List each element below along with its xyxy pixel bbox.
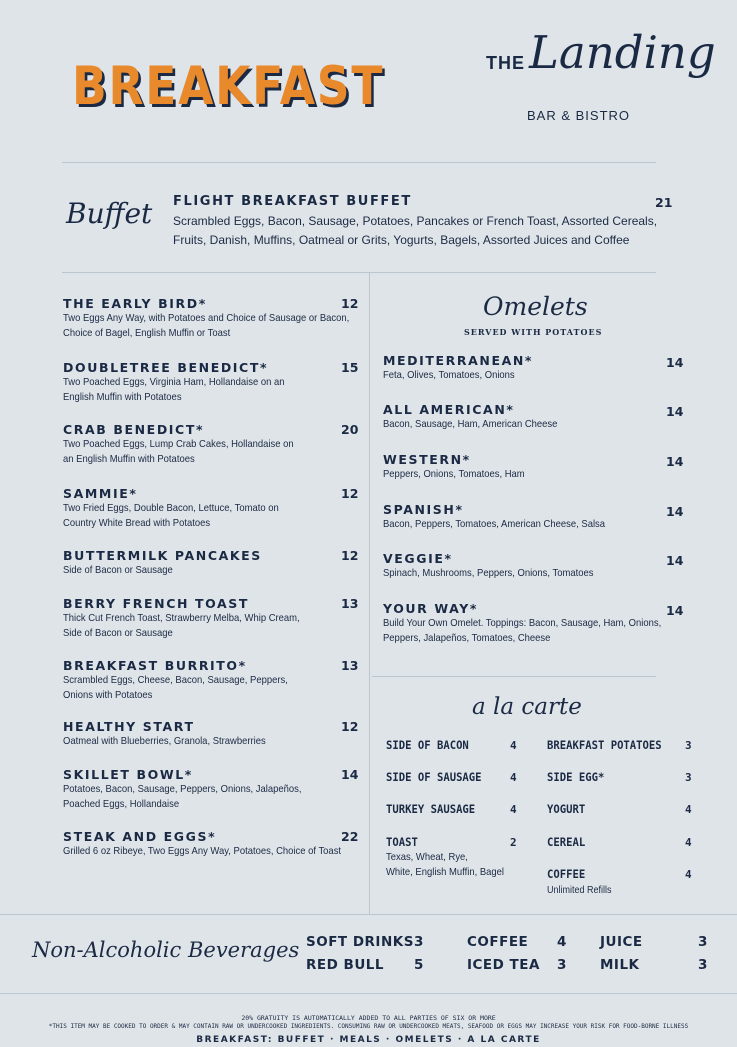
menu-item-price: 22	[341, 829, 359, 844]
omelets-subheading: SERVED WITH POTATOES	[464, 327, 603, 337]
omelet-description	[383, 566, 593, 581]
menu-item-description	[63, 563, 173, 578]
menu-item-description	[63, 501, 279, 531]
beverage-price: 3	[698, 957, 708, 973]
omelet-name: YOUR WAY*	[383, 601, 479, 616]
a-la-carte-heading: a la carte	[472, 694, 582, 720]
menu-item-description	[63, 311, 349, 341]
omelet-price: 14	[666, 355, 684, 370]
buffet-price: 21	[655, 195, 673, 210]
description-line: Texas, Wheat, Rye,	[386, 851, 468, 863]
description-line: Bacon, Sausage, Ham, American Cheese	[383, 418, 558, 430]
description-line: Build Your Own Omelet. Toppings: Bacon, Sausage, Ham, Onions,	[383, 617, 662, 629]
description-line: Feta, Olives, Tomatoes, Onions	[383, 369, 515, 381]
logo-the: THE	[486, 53, 525, 73]
a-la-carte-name: BREAKFAST POTATOES	[547, 738, 662, 752]
beverage-name: RED BULL	[306, 957, 384, 973]
menu-item-price: 20	[341, 422, 359, 437]
description-line: Choice of Bagel, English Muffin or Toast	[63, 327, 231, 339]
omelet-price: 14	[666, 603, 684, 618]
omelet-name: SPANISH*	[383, 502, 464, 517]
divider	[0, 914, 737, 915]
menu-item-price: 14	[341, 767, 359, 782]
a-la-carte-name: TURKEY SAUSAGE	[386, 802, 476, 816]
menu-item-price: 12	[341, 486, 359, 501]
description-line: Spinach, Mushrooms, Peppers, Onions, Tomatoes	[383, 567, 594, 579]
omelets-heading: Omelets	[483, 292, 588, 321]
a-la-carte-price: 4	[510, 739, 517, 752]
a-la-carte-price: 2	[510, 836, 517, 849]
a-la-carte-name: COFFEE	[547, 867, 586, 881]
menu-item-description	[63, 611, 300, 641]
footer-warning: *THIS ITEM MAY BE COOKED TO ORDER & MAY CONTAIN RAW OR UNDERCOOKED INGREDIENTS. CONSUMING RAW OR UNDERCOOKED MEATS, SEAFOOD OR EGGS MAY INCREASE YOUR RISK FOR FOOD-BORNE ILLNESS	[48, 1023, 689, 1030]
description-line: Country White Bread with Potatoes	[63, 517, 211, 529]
beverage-name: JUICE	[600, 934, 643, 950]
logo-landing: Landing	[529, 26, 716, 79]
menu-item-price: 13	[341, 596, 359, 611]
a-la-carte-name: TOAST	[386, 835, 418, 849]
a-la-carte-price: 4	[510, 803, 517, 816]
omelet-name: MEDITERRANEAN*	[383, 353, 534, 368]
a-la-carte-description	[547, 883, 612, 898]
a-la-carte-price: 4	[685, 868, 692, 881]
description-line: Two Poached Eggs, Lump Crab Cakes, Hollandaise on	[63, 438, 294, 450]
description-line: Poached Eggs, Hollandaise	[63, 798, 180, 810]
beverage-price: 3	[698, 934, 708, 950]
description-line: Two Fried Eggs, Double Bacon, Lettuce, Tomato on	[63, 502, 279, 514]
menu-item-name: SKILLET BOWL*	[63, 767, 193, 782]
a-la-carte-price: 3	[685, 771, 692, 784]
divider	[372, 676, 656, 677]
omelet-price: 14	[666, 404, 684, 419]
menu-item-description	[63, 734, 266, 749]
menu-item-name: BREAKFAST BURRITO*	[63, 658, 247, 673]
a-la-carte-price: 3	[685, 739, 692, 752]
description-line: Peppers, Jalapeños, Tomatoes, Cheese	[383, 632, 551, 644]
column-divider	[369, 272, 370, 914]
description-line: Peppers, Onions, Tomatoes, Ham	[383, 468, 525, 480]
a-la-carte-price: 4	[510, 771, 517, 784]
page-title: BREAKFAST	[72, 56, 385, 117]
menu-item-name: BERRY FRENCH TOAST	[63, 596, 250, 611]
menu-item-price: 12	[341, 296, 359, 311]
menu-item-price: 15	[341, 360, 359, 375]
menu-item-description	[63, 673, 288, 703]
beverage-name: ICED TEA	[467, 957, 540, 973]
buffet-name: FLIGHT BREAKFAST BUFFET	[173, 194, 412, 209]
menu-item-name: STEAK AND EGGS*	[63, 829, 217, 844]
menu-item-name: BUTTERMILK PANCAKES	[63, 548, 262, 563]
description-line: Oatmeal with Blueberries, Granola, Strawberries	[63, 735, 266, 747]
menu-item-name: SAMMIE*	[63, 486, 138, 501]
a-la-carte-name: SIDE EGG*	[547, 770, 605, 784]
buffet-heading: Buffet	[66, 197, 153, 230]
description-line: Two Eggs Any Way, with Potatoes and Choice of Sausage or Bacon,	[63, 312, 350, 324]
omelet-description	[383, 417, 557, 432]
omelet-price: 14	[666, 454, 684, 469]
menu-item-description	[63, 844, 341, 859]
description-line: Potatoes, Bacon, Sausage, Peppers, Onions, Jalapeños,	[63, 783, 302, 795]
logo-subtitle: BAR & BISTRO	[527, 108, 631, 123]
menu-item-description	[63, 782, 302, 812]
a-la-carte-name: YOGURT	[547, 802, 586, 816]
description-line: Thick Cut French Toast, Strawberry Melba, Whip Cream,	[63, 612, 300, 624]
description-line: Scrambled Eggs, Cheese, Bacon, Sausage, Peppers,	[63, 674, 288, 686]
menu-item-name: HEALTHY START	[63, 719, 195, 734]
menu-item-name: DOUBLETREE BENEDICT*	[63, 360, 269, 375]
omelet-price: 14	[666, 553, 684, 568]
description-line: Unlimited Refills	[547, 885, 612, 896]
beverage-name: SOFT DRINKS	[306, 934, 414, 950]
beverage-price: 5	[414, 957, 424, 973]
a-la-carte-price: 4	[685, 836, 692, 849]
beverage-name: COFFEE	[467, 934, 529, 950]
a-la-carte-name: CEREAL	[547, 835, 586, 849]
beverage-price: 3	[414, 934, 424, 950]
description-line: an English Muffin with Potatoes	[63, 453, 195, 465]
divider	[62, 162, 656, 163]
description-line: Side of Bacon or Sausage	[63, 564, 173, 576]
menu-item-description	[63, 437, 294, 467]
buffet-description: Scrambled Eggs, Bacon, Sausage, Potatoes, Pancakes or French Toast, Assorted Cereals, Fruits, Danish, Muffins, Oatmeal or Grits, Yogurts, Bagels, Assorted Juices and Coffee	[173, 214, 658, 247]
omelet-name: WESTERN*	[383, 452, 471, 467]
description-line: Side of Bacon or Sausage	[63, 627, 173, 639]
menu-item-price: 13	[341, 658, 359, 673]
menu-item-price: 12	[341, 719, 359, 734]
a-la-carte-description	[386, 850, 504, 880]
omelet-name: ALL AMERICAN*	[383, 402, 515, 417]
omelet-name: VEGGIE*	[383, 551, 453, 566]
a-la-carte-name: SIDE OF BACON	[386, 738, 469, 752]
menu-item-name: THE EARLY BIRD*	[63, 296, 207, 311]
description-line: White, English Muffin, Bagel	[386, 866, 505, 878]
footer-nav: BREAKFAST: BUFFET · MEALS · OMELETS · A LA CARTE	[196, 1035, 541, 1045]
beverages-heading: Non-Alcoholic Beverages	[32, 938, 300, 962]
footer-gratuity: 20% GRATUITY IS AUTOMATICALLY ADDED TO ALL PARTIES OF SIX OR MORE	[241, 1014, 496, 1022]
a-la-carte-price: 4	[685, 803, 692, 816]
divider	[62, 272, 656, 273]
description-line: Onions with Potatoes	[63, 689, 153, 701]
menu-item-price: 12	[341, 548, 359, 563]
description-line: English Muffin with Potatoes	[63, 391, 182, 403]
beverage-name: MILK	[600, 957, 640, 973]
menu-item-name: CRAB BENEDICT*	[63, 422, 205, 437]
omelet-description	[383, 368, 515, 383]
omelet-description	[383, 517, 605, 532]
beverage-price: 3	[557, 957, 567, 973]
description-line: Two Poached Eggs, Virginia Ham, Hollandaise on an	[63, 376, 285, 388]
omelet-price: 14	[666, 504, 684, 519]
beverage-price: 4	[557, 934, 567, 950]
divider	[0, 993, 737, 994]
omelet-description	[383, 467, 525, 482]
menu-item-description	[63, 375, 285, 405]
description-line: Bacon, Peppers, Tomatoes, American Cheese, Salsa	[383, 518, 606, 530]
omelet-description	[383, 616, 661, 646]
description-line: Grilled 6 oz Ribeye, Two Eggs Any Way, Potatoes, Choice of Toast	[63, 845, 342, 857]
a-la-carte-name: SIDE OF SAUSAGE	[386, 770, 482, 784]
